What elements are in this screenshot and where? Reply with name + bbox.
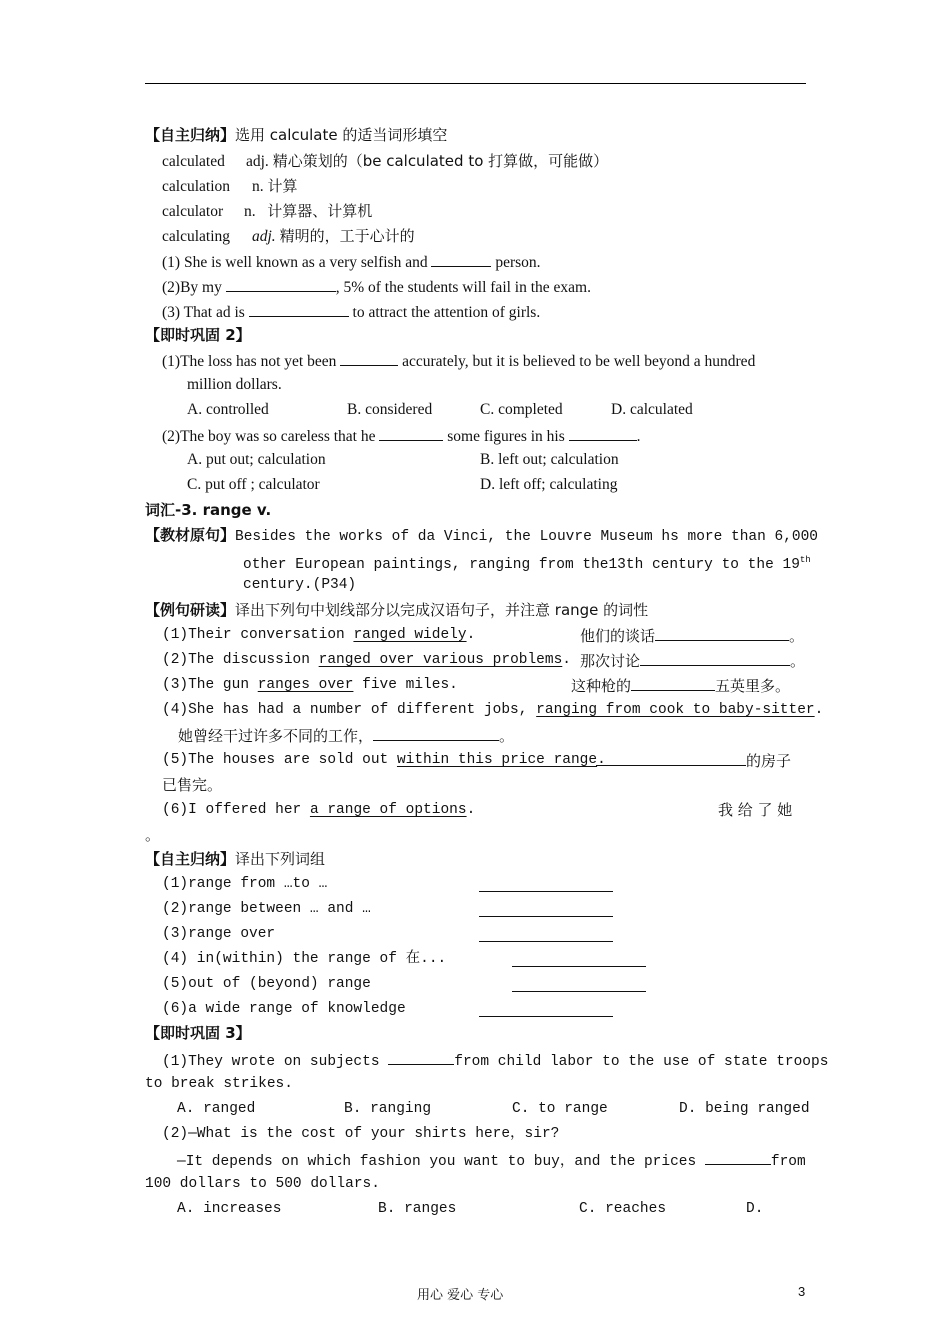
answer-blank[interactable] [388,1050,454,1065]
example-1: (1)Their conversation ranged widely. [162,627,476,643]
textbook-sentence-line-2: other European paintings, ranging from the13th century to the 19th [243,555,811,573]
mc-question-2-cont: 100 dollars to 500 dollars. [145,1176,380,1192]
answer-blank[interactable] [631,676,715,691]
mc-question-1-cont: million dollars. [187,376,282,393]
page-number: 3 [798,1284,806,1299]
example-3-zh: 这种枪的 五英里多。 [571,677,791,695]
word-form-row: calculating adj. 精明的，工于心计的 [162,227,415,245]
header-rule [145,83,806,84]
mc-question-2: (2)—What is the cost of your shirts here，sir? [162,1126,560,1142]
phrase-item: (6)a wide range of knowledge [162,1001,406,1017]
question-1: (1) She is well known as a very selfish and person. [162,254,541,271]
mc-question-1-cont: to break strikes. [145,1076,293,1092]
heading-text: 选用 calculate 的适当词形填空 [235,126,448,144]
example-2-zh: 那次讨论 。 [580,652,806,670]
question-3: (3) That ad is to attract the attention of girls. [162,304,541,321]
option[interactable]: D. [746,1201,764,1217]
textbook-sentence-heading: 【教材原句】Besides the works of da Vinci, the Louvre Museum hs more than 6,000 [145,526,819,545]
option[interactable]: D. calculated [611,401,693,418]
textbook-sentence-line-3: century.(P34) [243,577,357,593]
answer-blank[interactable] [596,751,746,766]
answer-blank[interactable] [512,952,646,967]
phrase-item: (4) in(within) the range of 在... [162,951,447,967]
option[interactable]: D. left off; calculating [480,476,618,493]
phrase-item: (2)range between … and … [162,901,371,917]
answer-blank[interactable] [340,351,398,366]
question-2: (2)By my , 5% of the students will fail in the exam. [162,279,591,296]
phrase-item: (5)out of (beyond) range [162,976,371,992]
mc-question-2: (2)The boy was so careless that he some figures in his . [162,428,641,445]
example-1-zh: 他们的谈话 。 [580,627,805,645]
footer-text: 用心 爱心 专心 [417,1288,504,1303]
example-5-zh: 的房子 [596,751,791,770]
mc-question-1: (1)The loss has not yet been accurately, but it is believed to be well beyond a hundred [162,353,756,370]
answer-blank[interactable] [249,302,349,317]
word-form-row: calculated adj. 精心策划的（be calculated to 打算做，可能做） [162,152,609,170]
option[interactable]: C. completed [480,401,563,418]
answer-blank[interactable] [479,927,613,942]
section-heading-calculate [145,126,447,145]
option[interactable]: B. ranging [344,1101,432,1117]
section-heading-practice-3: 【即时巩固 3】 [145,1024,251,1042]
vocab-title: 词汇-3. range v. [145,501,272,519]
answer-blank[interactable] [640,651,790,666]
option[interactable]: A. put out; calculation [187,451,326,468]
example-2: (2)The discussion ranged over various problems. [162,652,571,668]
answer-blank[interactable] [479,1002,613,1017]
answer-blank[interactable] [479,902,613,917]
answer-blank[interactable] [373,726,499,741]
option[interactable]: B. left out; calculation [480,451,619,468]
section-heading-practice-2: 【即时巩固 2】 [145,326,251,344]
phrase-item: (3)range over [162,926,276,942]
word-form-row: calculator n. 计算器、计算机 [162,202,373,220]
example-5-zh-cont: 已售完。 [162,776,223,794]
option[interactable]: A. ranged [177,1101,256,1117]
answer-blank[interactable] [431,252,491,267]
option[interactable]: A. controlled [187,401,269,418]
section-heading-phrases: 【自主归纳】译出下列词组 [145,850,326,868]
option[interactable]: C. to range [512,1101,608,1117]
answer-blank[interactable] [569,426,637,441]
mc-question-2-reply: —It depends on which fashion you want to buy，and the prices from [177,1150,806,1171]
answer-blank[interactable] [479,877,613,892]
answer-blank[interactable] [379,426,443,441]
example-3: (3)The gun ranges over five miles. [162,677,458,693]
example-4: (4)She has had a number of different jobs, ranging from cook to baby-sitter. [162,702,824,718]
option[interactable]: C. reaches [579,1201,667,1217]
phrase-item: (1)range from …to … [162,876,328,892]
option[interactable]: A. increases [177,1201,282,1217]
mc-question-1: (1)They wrote on subjects from child labor to the use of state troops [162,1050,828,1071]
option[interactable]: D. being ranged [679,1101,810,1117]
answer-blank[interactable] [226,277,336,292]
example-6-zh: 我 给 了 她 [718,801,793,819]
option[interactable]: B. considered [347,401,433,418]
example-5: (5)The houses are sold out within this price range. [162,752,606,768]
answer-blank[interactable] [512,977,646,992]
option[interactable]: C. put off ; calculator [187,476,320,493]
example-4-zh: 她曾经干过许多不同的工作， 。 [178,727,515,745]
bracket-heading: 【自主归纳】 [145,126,236,144]
answer-blank[interactable] [655,626,789,641]
example-6: (6)I offered her a range of options. [162,802,476,818]
example-heading: 【例句研读】译出下列句中划线部分以完成汉语句子，并注意 range 的词性 [145,601,649,619]
word-form-row: calculation n. 计算 [162,177,298,195]
answer-blank[interactable] [705,1150,771,1165]
option[interactable]: B. ranges [378,1201,457,1217]
example-6-zh-end: 。 [145,826,161,844]
